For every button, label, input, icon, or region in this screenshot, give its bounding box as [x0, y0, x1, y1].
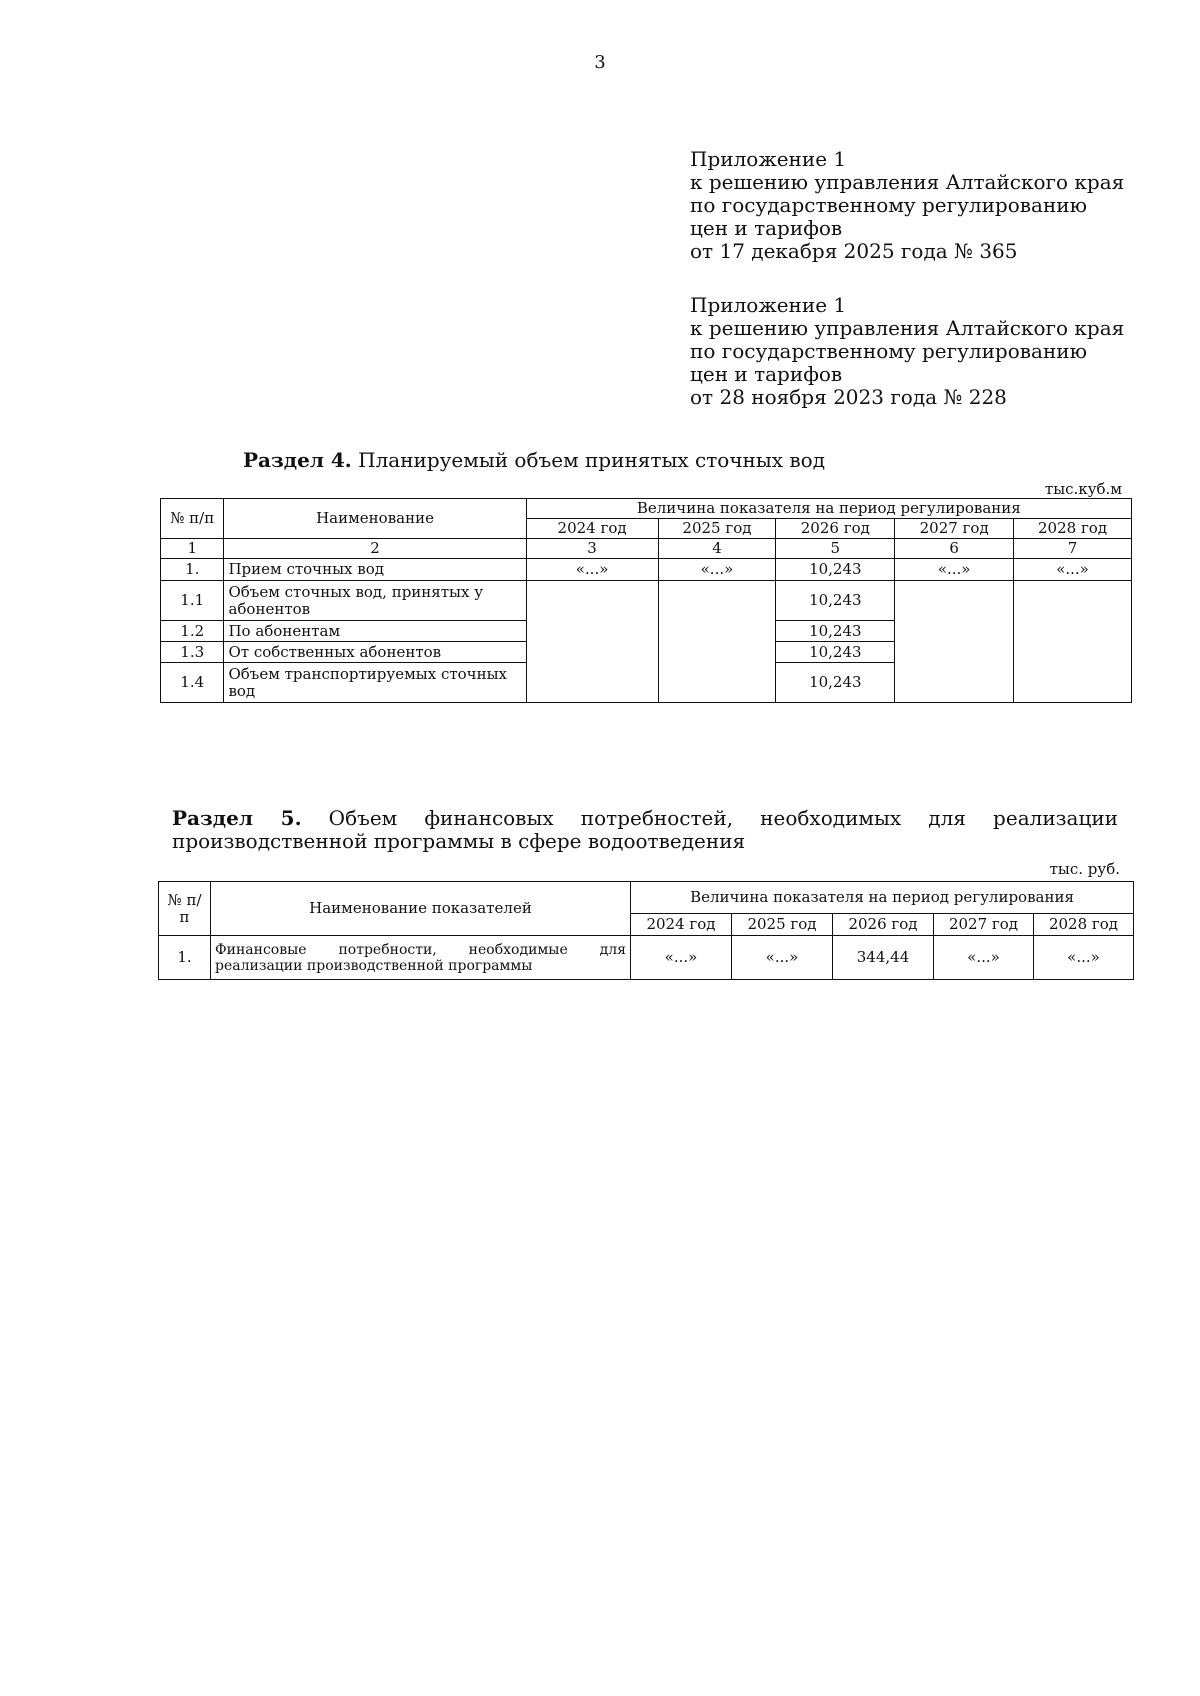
appendix-block-original	[690, 294, 1124, 409]
header-period: Величина показателя на период регулирования	[631, 882, 1134, 914]
row-value-2024: «...»	[631, 936, 732, 980]
section-5-title-line-2: производственной программы в сфере водоотведения	[172, 829, 746, 853]
header-year: 2024 год	[526, 519, 658, 539]
appendix-line: от 17 декабря 2025 года № 365	[690, 239, 1018, 263]
header-year: 2025 год	[658, 519, 776, 539]
row-name: Объем сточных вод, принятых у абонентов	[224, 581, 526, 621]
row-value-2028: «...»	[1034, 936, 1134, 980]
section-5-heading-text: Объем финансовых потребностей, необходимых для реализации	[301, 806, 1119, 830]
row-value-2026: 344,44	[833, 936, 934, 980]
empty-merged-cell	[895, 581, 1014, 703]
header-year: 2028 год	[1014, 519, 1132, 539]
header-year: 2026 год	[776, 519, 895, 539]
column-number: 7	[1014, 539, 1132, 559]
section-4-unit: тыс.куб.м	[1044, 480, 1122, 498]
table-row	[161, 581, 1132, 621]
row-value-2028: «...»	[1014, 559, 1132, 581]
row-num: 1.	[161, 559, 224, 581]
row-num: 1.4	[161, 663, 224, 703]
header-name: Наименование показателей	[211, 882, 631, 936]
header-year: 2025 год	[732, 914, 833, 936]
row-name: По абонентам	[224, 621, 526, 642]
row-value-2026: 10,243	[776, 642, 895, 663]
row-value-2025: «...»	[658, 559, 776, 581]
header-year: 2026 год	[833, 914, 934, 936]
row-value-2027: «...»	[895, 559, 1014, 581]
row-value-2026: 10,243	[776, 621, 895, 642]
section-4-label: Раздел 4.	[243, 448, 352, 472]
section-5-label: Раздел 5.	[172, 806, 302, 830]
row-value-2024: «...»	[526, 559, 658, 581]
appendix-line: по государственному регулированию	[690, 339, 1088, 363]
header-year: 2027 год	[895, 519, 1014, 539]
row-value-2025: «...»	[732, 936, 833, 980]
row-name: От собственных абонентов	[224, 642, 526, 663]
row-value-2027: «...»	[934, 936, 1034, 980]
row-num: 1.2	[161, 621, 224, 642]
header-year: 2027 год	[934, 914, 1034, 936]
section-4-title	[243, 448, 825, 472]
row-value-2026: 10,243	[776, 559, 895, 581]
empty-merged-cell	[658, 581, 776, 703]
empty-merged-cell	[1014, 581, 1132, 703]
column-number: 1	[161, 539, 224, 559]
header-period: Величина показателя на период регулирования	[526, 499, 1131, 519]
section-5-title-line-1	[172, 807, 1118, 830]
header-name: Наименование	[224, 499, 526, 539]
header-year: 2024 год	[631, 914, 732, 936]
column-number: 2	[224, 539, 526, 559]
table-header-row	[161, 499, 1132, 519]
header-num: № п/п	[161, 499, 224, 539]
page-number: 3	[594, 52, 606, 73]
empty-merged-cell	[526, 581, 658, 703]
section-5-table	[158, 881, 1134, 980]
appendix-line: к решению управления Алтайского края	[690, 316, 1125, 340]
row-name: Объем транспортируемых сточных вод	[224, 663, 526, 703]
row-name: Прием сточных вод	[224, 559, 526, 581]
appendix-block-current	[690, 148, 1124, 263]
table-row	[159, 936, 1134, 980]
header-num: № п/п	[159, 882, 211, 936]
row-name: Финансовые потребности, необходимые для реализации производственной программы	[211, 936, 631, 980]
row-value-2026: 10,243	[776, 581, 895, 621]
appendix-line: к решению управления Алтайского края	[690, 170, 1125, 194]
column-number: 3	[526, 539, 658, 559]
column-number-row	[161, 539, 1132, 559]
appendix-line: Приложение 1	[690, 147, 847, 171]
row-num: 1.	[159, 936, 211, 980]
appendix-line: Приложение 1	[690, 293, 847, 317]
row-num: 1.1	[161, 581, 224, 621]
appendix-line: от 28 ноября 2023 года № 228	[690, 385, 1007, 409]
table-row	[161, 559, 1132, 581]
column-number: 6	[895, 539, 1014, 559]
section-5-unit: тыс. руб.	[1049, 860, 1120, 878]
section-4-heading-text: Планируемый объем принятых сточных вод	[351, 448, 826, 472]
appendix-line: по государственному регулированию	[690, 193, 1088, 217]
section-5-title	[172, 807, 1118, 853]
header-year: 2028 год	[1034, 914, 1134, 936]
column-number: 4	[658, 539, 776, 559]
appendix-line: цен и тарифов	[690, 362, 843, 386]
row-value-2026: 10,243	[776, 663, 895, 703]
section-4-table	[160, 498, 1132, 703]
column-number: 5	[776, 539, 895, 559]
row-num: 1.3	[161, 642, 224, 663]
appendix-line: цен и тарифов	[690, 216, 843, 240]
table-header-row	[159, 882, 1134, 914]
